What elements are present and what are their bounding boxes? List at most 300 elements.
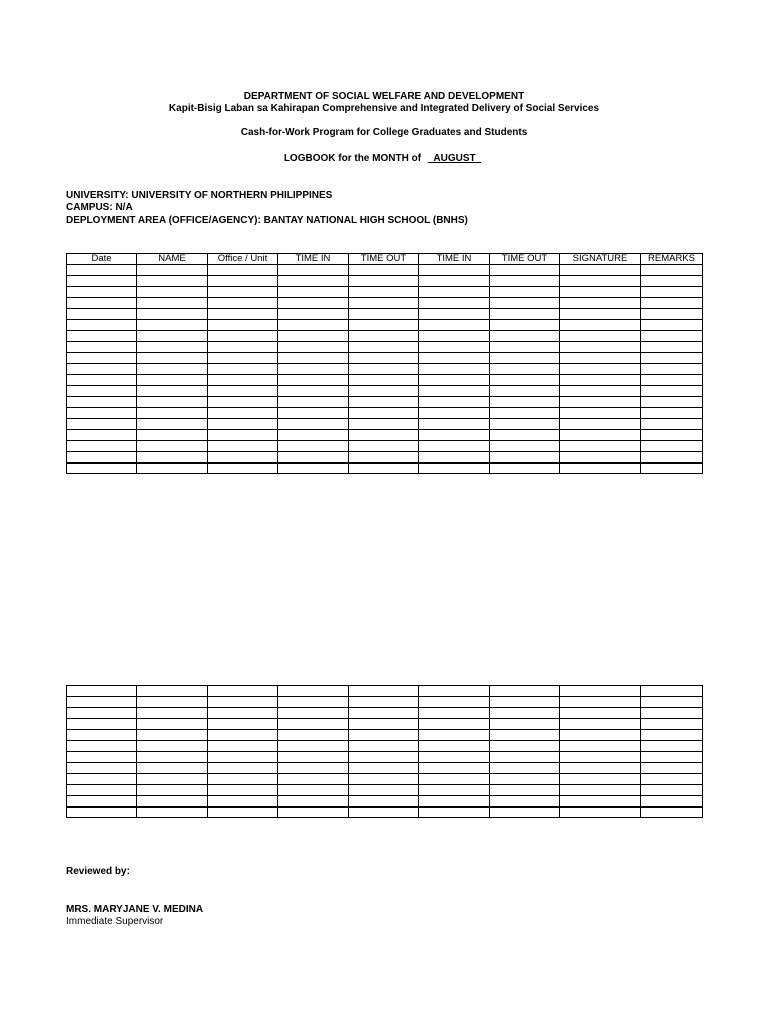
table-cell[interactable]	[137, 353, 208, 364]
table-cell[interactable]	[560, 353, 641, 364]
table-cell[interactable]	[419, 309, 490, 320]
table-cell[interactable]	[349, 353, 419, 364]
table-cell[interactable]	[278, 708, 349, 719]
table-cell[interactable]	[67, 397, 137, 408]
table-cell[interactable]	[560, 741, 641, 752]
table-cell[interactable]	[419, 331, 490, 342]
table-cell[interactable]	[208, 708, 278, 719]
table-row	[67, 686, 703, 697]
table-row	[67, 397, 703, 408]
table-cell[interactable]	[641, 686, 703, 697]
table-cell[interactable]	[67, 309, 137, 320]
table-cell[interactable]	[490, 342, 560, 353]
table-cell[interactable]	[208, 463, 278, 474]
table-cell[interactable]	[137, 807, 208, 818]
table-cell[interactable]	[67, 386, 137, 397]
table-cell[interactable]	[419, 763, 490, 774]
table-cell[interactable]	[490, 730, 560, 741]
table-cell[interactable]	[490, 265, 560, 276]
table-cell[interactable]	[641, 287, 703, 298]
table-cell[interactable]	[560, 752, 641, 763]
table-cell[interactable]	[560, 796, 641, 807]
table-cell[interactable]	[67, 320, 137, 331]
table-cell[interactable]	[349, 430, 419, 441]
table-cell[interactable]	[490, 364, 560, 375]
table-cell[interactable]	[278, 796, 349, 807]
table-cell[interactable]	[278, 686, 349, 697]
table-cell[interactable]	[278, 774, 349, 785]
table-cell[interactable]	[349, 807, 419, 818]
table-cell[interactable]	[349, 287, 419, 298]
table-cell[interactable]	[641, 430, 703, 441]
column-header-time-out-1: TIME OUT	[349, 254, 419, 265]
table-cell[interactable]	[67, 287, 137, 298]
table-cell[interactable]	[67, 342, 137, 353]
table-cell[interactable]	[67, 375, 137, 386]
table-cell[interactable]	[137, 265, 208, 276]
table-cell[interactable]	[641, 763, 703, 774]
table-cell[interactable]	[419, 342, 490, 353]
table-cell[interactable]	[349, 686, 419, 697]
table-cell[interactable]	[278, 331, 349, 342]
table-cell[interactable]	[641, 752, 703, 763]
table-row	[67, 320, 703, 331]
table-cell[interactable]	[208, 774, 278, 785]
table-cell[interactable]	[278, 452, 349, 463]
table-cell[interactable]	[490, 697, 560, 708]
table-cell[interactable]	[560, 364, 641, 375]
table-cell[interactable]	[490, 785, 560, 796]
table-cell[interactable]	[490, 331, 560, 342]
table-cell[interactable]	[137, 309, 208, 320]
table-cell[interactable]	[67, 430, 137, 441]
table-cell[interactable]	[208, 785, 278, 796]
table-cell[interactable]	[67, 730, 137, 741]
table-cell[interactable]	[560, 375, 641, 386]
table-cell[interactable]	[560, 697, 641, 708]
table-cell[interactable]	[349, 708, 419, 719]
table-cell[interactable]	[278, 287, 349, 298]
table-cell[interactable]	[67, 419, 137, 430]
table-cell[interactable]	[560, 686, 641, 697]
table-cell[interactable]	[137, 408, 208, 419]
table-cell[interactable]	[560, 408, 641, 419]
table-cell[interactable]	[67, 697, 137, 708]
table-cell[interactable]	[419, 364, 490, 375]
table-row	[67, 774, 703, 785]
table-cell[interactable]	[349, 320, 419, 331]
table-cell[interactable]	[208, 807, 278, 818]
table-cell[interactable]	[560, 309, 641, 320]
table-cell[interactable]	[208, 752, 278, 763]
table-cell[interactable]	[490, 386, 560, 397]
table-cell[interactable]	[137, 287, 208, 298]
table-cell[interactable]	[560, 441, 641, 452]
table-cell[interactable]	[137, 774, 208, 785]
table-cell[interactable]	[278, 752, 349, 763]
table-row	[67, 708, 703, 719]
table-cell[interactable]	[137, 796, 208, 807]
table-cell[interactable]	[67, 441, 137, 452]
table-cell[interactable]	[560, 287, 641, 298]
table-cell[interactable]	[208, 796, 278, 807]
table-cell[interactable]	[208, 386, 278, 397]
table-cell[interactable]	[490, 397, 560, 408]
table-cell[interactable]	[349, 730, 419, 741]
table-cell[interactable]	[419, 276, 490, 287]
table-cell[interactable]	[641, 796, 703, 807]
table-cell[interactable]	[208, 686, 278, 697]
table-cell[interactable]	[278, 320, 349, 331]
table-cell[interactable]	[67, 331, 137, 342]
table-cell[interactable]	[419, 430, 490, 441]
table-cell[interactable]	[349, 719, 419, 730]
table-cell[interactable]	[137, 441, 208, 452]
table-cell[interactable]	[490, 708, 560, 719]
table-cell[interactable]	[208, 375, 278, 386]
table-cell[interactable]	[278, 397, 349, 408]
table-cell[interactable]	[67, 298, 137, 309]
table-cell[interactable]	[137, 320, 208, 331]
table-cell[interactable]	[641, 397, 703, 408]
table-cell[interactable]	[349, 408, 419, 419]
table-cell[interactable]	[208, 287, 278, 298]
table-cell[interactable]	[67, 364, 137, 375]
table-cell[interactable]	[560, 452, 641, 463]
table-cell[interactable]	[641, 730, 703, 741]
table-cell[interactable]	[490, 719, 560, 730]
table-cell[interactable]	[490, 375, 560, 386]
table-cell[interactable]	[419, 730, 490, 741]
table-cell[interactable]	[137, 364, 208, 375]
table-cell[interactable]	[641, 276, 703, 287]
table-cell[interactable]	[67, 408, 137, 419]
table-cell[interactable]	[641, 741, 703, 752]
table-cell[interactable]	[278, 353, 349, 364]
table-cell[interactable]	[349, 452, 419, 463]
table-cell[interactable]	[641, 697, 703, 708]
table-cell[interactable]	[490, 419, 560, 430]
table-cell[interactable]	[137, 686, 208, 697]
table-cell[interactable]	[137, 386, 208, 397]
table-cell[interactable]	[490, 353, 560, 364]
table-cell[interactable]	[419, 686, 490, 697]
table-cell[interactable]	[208, 276, 278, 287]
table-cell[interactable]	[641, 463, 703, 474]
table-cell[interactable]	[208, 441, 278, 452]
table-cell[interactable]	[641, 719, 703, 730]
table-cell[interactable]	[137, 763, 208, 774]
table-cell[interactable]	[419, 708, 490, 719]
table-cell[interactable]	[67, 752, 137, 763]
table-cell[interactable]	[208, 452, 278, 463]
table-row	[67, 463, 703, 474]
table-cell[interactable]	[137, 708, 208, 719]
table-cell[interactable]	[137, 375, 208, 386]
table-cell[interactable]	[67, 686, 137, 697]
table-cell[interactable]	[137, 697, 208, 708]
table-cell[interactable]	[641, 375, 703, 386]
table-cell[interactable]	[490, 463, 560, 474]
table-cell[interactable]	[67, 719, 137, 730]
table-cell[interactable]	[137, 785, 208, 796]
table-cell[interactable]	[67, 452, 137, 463]
table-cell[interactable]	[419, 463, 490, 474]
table-header-row	[67, 254, 703, 265]
table-cell[interactable]	[641, 353, 703, 364]
table-cell[interactable]	[560, 320, 641, 331]
table-cell[interactable]	[490, 441, 560, 452]
table-cell[interactable]	[349, 375, 419, 386]
table-cell[interactable]	[560, 785, 641, 796]
table-cell[interactable]	[208, 364, 278, 375]
table-cell[interactable]	[490, 686, 560, 697]
table-cell[interactable]	[208, 397, 278, 408]
table-cell[interactable]	[419, 353, 490, 364]
table-cell[interactable]	[419, 375, 490, 386]
table-cell[interactable]	[67, 796, 137, 807]
table-cell[interactable]	[349, 386, 419, 397]
table-cell[interactable]	[278, 265, 349, 276]
table-cell[interactable]	[419, 298, 490, 309]
table-cell[interactable]	[490, 807, 560, 818]
table-cell[interactable]	[419, 386, 490, 397]
table-cell[interactable]	[208, 719, 278, 730]
table-cell[interactable]	[349, 331, 419, 342]
table-cell[interactable]	[137, 298, 208, 309]
table-cell[interactable]	[349, 309, 419, 320]
table-cell[interactable]	[137, 430, 208, 441]
table-cell[interactable]	[490, 741, 560, 752]
table-cell[interactable]	[137, 730, 208, 741]
table-cell[interactable]	[490, 320, 560, 331]
table-row	[67, 342, 703, 353]
table-cell[interactable]	[419, 287, 490, 298]
table-cell[interactable]	[349, 397, 419, 408]
table-cell[interactable]	[208, 320, 278, 331]
table-cell[interactable]	[349, 697, 419, 708]
table-cell[interactable]	[67, 276, 137, 287]
table-cell[interactable]	[208, 265, 278, 276]
table-cell[interactable]	[419, 785, 490, 796]
table-cell[interactable]	[490, 796, 560, 807]
table-row	[67, 408, 703, 419]
table-cell[interactable]	[490, 752, 560, 763]
table-cell[interactable]	[278, 364, 349, 375]
table-cell[interactable]	[278, 419, 349, 430]
table-cell[interactable]	[641, 320, 703, 331]
table-cell[interactable]	[560, 719, 641, 730]
table-cell[interactable]	[641, 331, 703, 342]
table-cell[interactable]	[67, 463, 137, 474]
table-cell[interactable]	[208, 697, 278, 708]
table-cell[interactable]	[278, 785, 349, 796]
table-cell[interactable]	[490, 408, 560, 419]
table-row	[67, 298, 703, 309]
table-cell[interactable]	[67, 265, 137, 276]
table-cell[interactable]	[419, 419, 490, 430]
table-cell[interactable]	[208, 763, 278, 774]
table-cell[interactable]	[349, 785, 419, 796]
table-cell[interactable]	[560, 807, 641, 818]
table-cell[interactable]	[641, 386, 703, 397]
table-cell[interactable]	[560, 419, 641, 430]
table-row	[67, 452, 703, 463]
table-cell[interactable]	[641, 342, 703, 353]
column-header-time-in-2: TIME IN	[419, 254, 490, 265]
table-cell[interactable]	[349, 342, 419, 353]
table-cell[interactable]	[641, 708, 703, 719]
table-cell[interactable]	[349, 752, 419, 763]
table-cell[interactable]	[349, 419, 419, 430]
logbook-table-secondary	[66, 685, 703, 818]
table-cell[interactable]	[137, 752, 208, 763]
table-cell[interactable]	[137, 342, 208, 353]
table-cell[interactable]	[641, 419, 703, 430]
table-cell[interactable]	[137, 452, 208, 463]
table-cell[interactable]	[560, 730, 641, 741]
table-cell[interactable]	[641, 441, 703, 452]
table-cell[interactable]	[349, 796, 419, 807]
table-cell[interactable]	[560, 386, 641, 397]
table-cell[interactable]	[349, 463, 419, 474]
table-cell[interactable]	[208, 430, 278, 441]
table-cell[interactable]	[278, 697, 349, 708]
table-cell[interactable]	[208, 730, 278, 741]
table-cell[interactable]	[560, 397, 641, 408]
table-cell[interactable]	[137, 719, 208, 730]
table-cell[interactable]	[67, 763, 137, 774]
table-cell[interactable]	[349, 441, 419, 452]
table-cell[interactable]	[278, 763, 349, 774]
table-cell[interactable]	[278, 342, 349, 353]
table-cell[interactable]	[349, 265, 419, 276]
table-cell[interactable]	[278, 730, 349, 741]
table-cell[interactable]	[490, 452, 560, 463]
table-row	[67, 386, 703, 397]
table-cell[interactable]	[67, 741, 137, 752]
table-cell[interactable]	[208, 353, 278, 364]
column-header-signature: SIGNATURE	[560, 254, 641, 265]
table-cell[interactable]	[560, 298, 641, 309]
table-cell[interactable]	[641, 298, 703, 309]
table-cell[interactable]	[419, 774, 490, 785]
table-cell[interactable]	[641, 265, 703, 276]
logbook-label: LOGBOOK for the MONTH of	[283, 153, 422, 164]
table-cell[interactable]	[419, 408, 490, 419]
table-cell[interactable]	[560, 342, 641, 353]
table-cell[interactable]	[67, 708, 137, 719]
table-cell[interactable]	[349, 763, 419, 774]
table-cell[interactable]	[67, 353, 137, 364]
table-cell[interactable]	[208, 741, 278, 752]
table-cell[interactable]	[490, 309, 560, 320]
table-cell[interactable]	[137, 397, 208, 408]
table-cell[interactable]	[641, 807, 703, 818]
table-cell[interactable]	[349, 364, 419, 375]
table-cell[interactable]	[278, 276, 349, 287]
table-row	[67, 807, 703, 818]
table-cell[interactable]	[137, 463, 208, 474]
table-cell[interactable]	[560, 763, 641, 774]
table-cell[interactable]	[278, 719, 349, 730]
table-cell[interactable]	[278, 298, 349, 309]
table-cell[interactable]	[419, 752, 490, 763]
table-cell[interactable]	[641, 452, 703, 463]
table-cell[interactable]	[278, 741, 349, 752]
table-cell[interactable]	[278, 441, 349, 452]
column-header-name: NAME	[137, 254, 208, 265]
table-cell[interactable]	[208, 342, 278, 353]
table-cell[interactable]	[278, 463, 349, 474]
table-cell[interactable]	[641, 408, 703, 419]
table-cell[interactable]	[419, 441, 490, 452]
table-cell[interactable]	[278, 386, 349, 397]
table-cell[interactable]	[137, 276, 208, 287]
table-cell[interactable]	[67, 774, 137, 785]
table-cell[interactable]	[419, 719, 490, 730]
table-cell[interactable]	[278, 430, 349, 441]
table-cell[interactable]	[67, 785, 137, 796]
table-cell[interactable]	[560, 463, 641, 474]
table-cell[interactable]	[419, 796, 490, 807]
table-cell[interactable]	[641, 364, 703, 375]
table-cell[interactable]	[208, 419, 278, 430]
table-cell[interactable]	[67, 807, 137, 818]
table-cell[interactable]	[419, 397, 490, 408]
table-cell[interactable]	[349, 276, 419, 287]
table-cell[interactable]	[419, 320, 490, 331]
table-cell[interactable]	[560, 774, 641, 785]
table-cell[interactable]	[208, 309, 278, 320]
table-cell[interactable]	[419, 265, 490, 276]
table-cell[interactable]	[641, 309, 703, 320]
table-cell[interactable]	[419, 741, 490, 752]
table-cell[interactable]	[560, 276, 641, 287]
table-cell[interactable]	[490, 287, 560, 298]
table-cell[interactable]	[419, 452, 490, 463]
table-cell[interactable]	[208, 408, 278, 419]
table-cell[interactable]	[137, 331, 208, 342]
table-cell[interactable]	[490, 774, 560, 785]
table-cell[interactable]	[278, 807, 349, 818]
table-cell[interactable]	[560, 708, 641, 719]
table-cell[interactable]	[208, 331, 278, 342]
table-cell[interactable]	[278, 408, 349, 419]
table-row	[67, 697, 703, 708]
table-cell[interactable]	[641, 785, 703, 796]
table-cell[interactable]	[349, 298, 419, 309]
table-cell[interactable]	[490, 276, 560, 287]
table-cell[interactable]	[278, 375, 349, 386]
table-cell[interactable]	[349, 774, 419, 785]
table-cell[interactable]	[208, 298, 278, 309]
table-cell[interactable]	[349, 741, 419, 752]
table-cell[interactable]	[490, 298, 560, 309]
table-cell[interactable]	[278, 309, 349, 320]
table-cell[interactable]	[560, 265, 641, 276]
table-cell[interactable]	[419, 807, 490, 818]
table-cell[interactable]	[137, 419, 208, 430]
table-cell[interactable]	[641, 774, 703, 785]
table-cell[interactable]	[490, 763, 560, 774]
table-cell[interactable]	[419, 697, 490, 708]
table-cell[interactable]	[560, 331, 641, 342]
table-cell[interactable]	[490, 430, 560, 441]
table-row	[67, 441, 703, 452]
table-cell[interactable]	[560, 430, 641, 441]
table-cell[interactable]	[137, 741, 208, 752]
